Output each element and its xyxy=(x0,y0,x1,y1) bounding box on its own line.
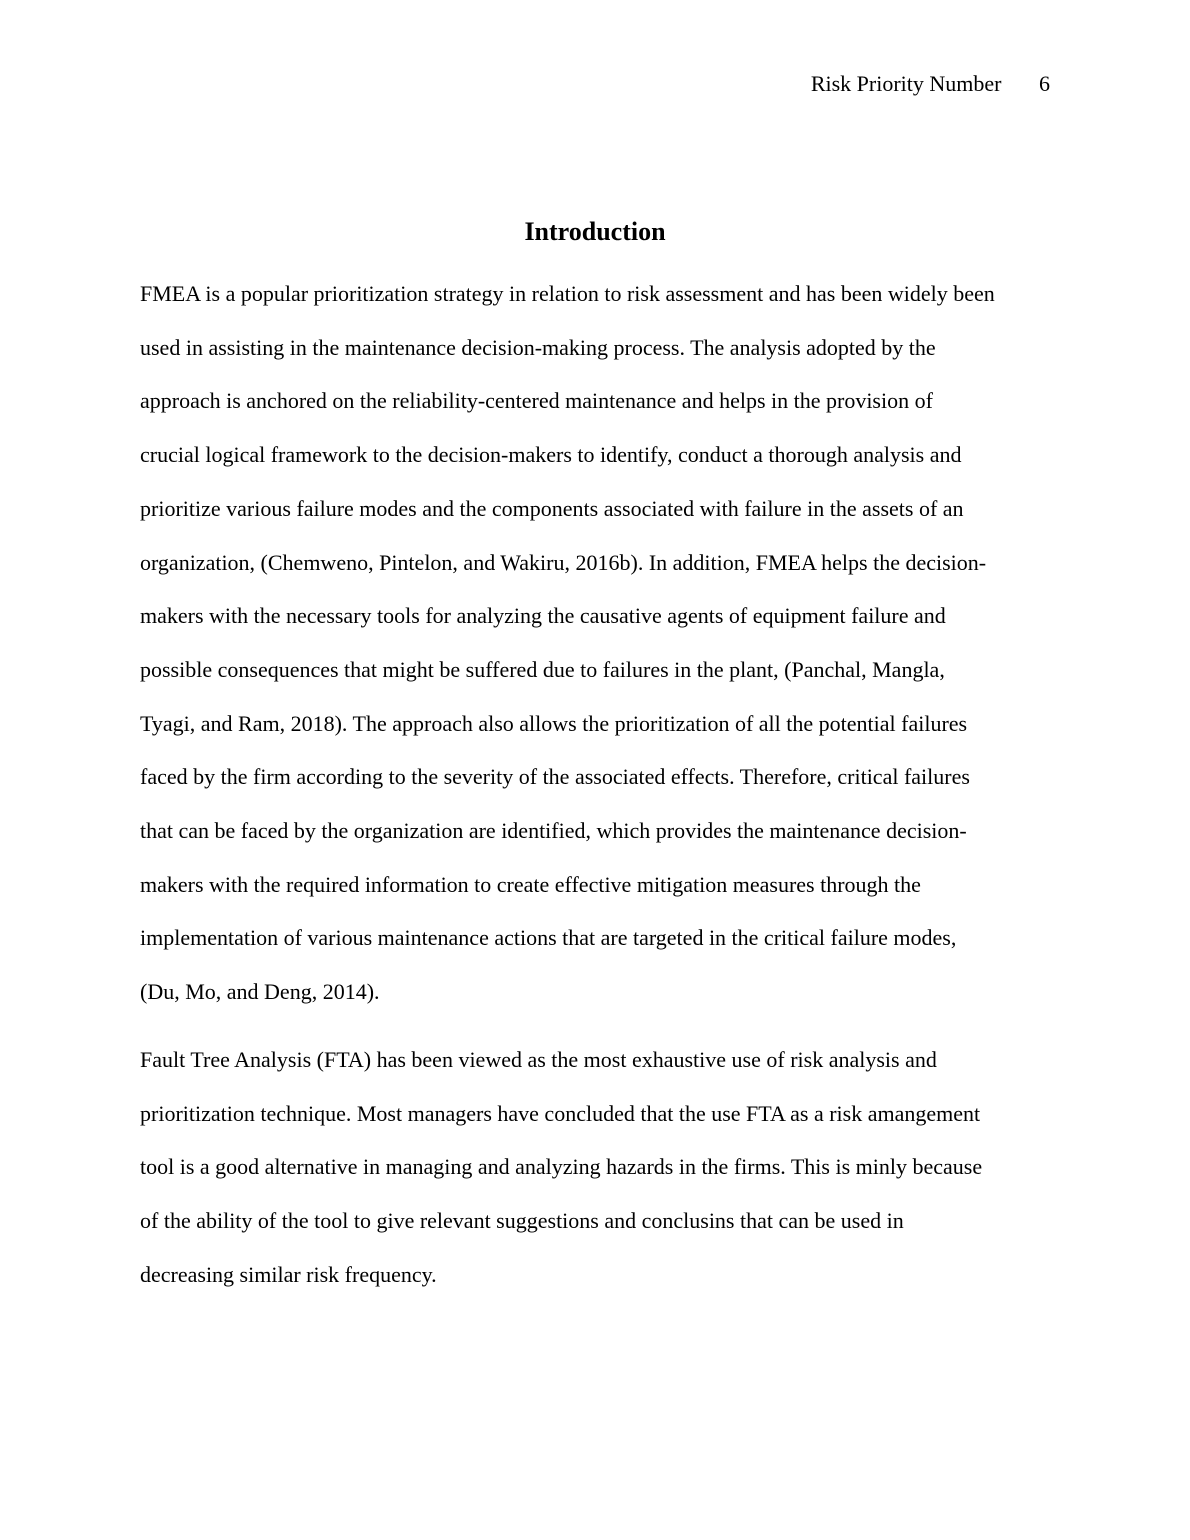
text-line: used in assisting in the maintenance decision-making process. The analysis adopted by the xyxy=(140,334,936,360)
paragraph-fmea xyxy=(140,267,1050,1019)
text-line: Fault Tree Analysis (FTA) has been viewed as the most exhaustive use of risk analysis and xyxy=(140,1046,937,1072)
text-line: makers with the required information to create effective mitigation measures through the xyxy=(140,871,921,897)
text-line: approach is anchored on the reliability-centered maintenance and helps in the provision of xyxy=(140,388,933,414)
text-line: faced by the firm according to the severity of the associated effects. Therefore, critical failures xyxy=(140,764,970,790)
text-line: implementation of various maintenance actions that are targeted in the critical failure modes, xyxy=(140,925,957,951)
running-head: Risk Priority Number xyxy=(810,71,1002,96)
text-line: tool is a good alternative in managing and analyzing hazards in the firms. This is minly because xyxy=(140,1154,983,1180)
page-header xyxy=(811,70,1050,98)
text-line: crucial logical framework to the decision-makers to identify, conduct a thorough analysis and xyxy=(140,442,962,468)
text-line: (Du, Mo, and Deng, 2014). xyxy=(140,979,380,1005)
text-line: prioritize various failure modes and the components associated with failure in the assets of an xyxy=(140,495,964,521)
text-line: FMEA is a popular prioritization strategy in relation to risk assessment and has been widely been xyxy=(140,281,995,306)
text-line: decreasing similar risk frequency. xyxy=(140,1261,437,1287)
text-line: Tyagi, and Ram, 2018). The approach also allows the prioritization of all the potential failures xyxy=(140,710,968,736)
text-line: of the ability of the tool to give relevant suggestions and conclusins that can be used in xyxy=(140,1207,904,1233)
text-line: that can be faced by the organization are identified, which provides the maintenance decision- xyxy=(140,818,967,844)
text-line: makers with the necessary tools for analyzing the causative agents of equipment failure and xyxy=(140,603,946,629)
section-title: Introduction xyxy=(524,217,666,246)
body-text xyxy=(140,267,1050,1301)
text-line: organization, (Chemweno, Pintelon, and Wakiru, 2016b). In addition, FMEA helps the decision- xyxy=(140,549,987,575)
page-number: 6 xyxy=(1039,71,1050,96)
text-line: possible consequences that might be suffered due to failures in the plant, (Panchal, Mangla, xyxy=(140,656,945,682)
text-line: prioritization technique. Most managers have concluded that the use FTA as a risk amangement xyxy=(140,1100,981,1126)
paragraph-fta xyxy=(140,1033,1050,1302)
